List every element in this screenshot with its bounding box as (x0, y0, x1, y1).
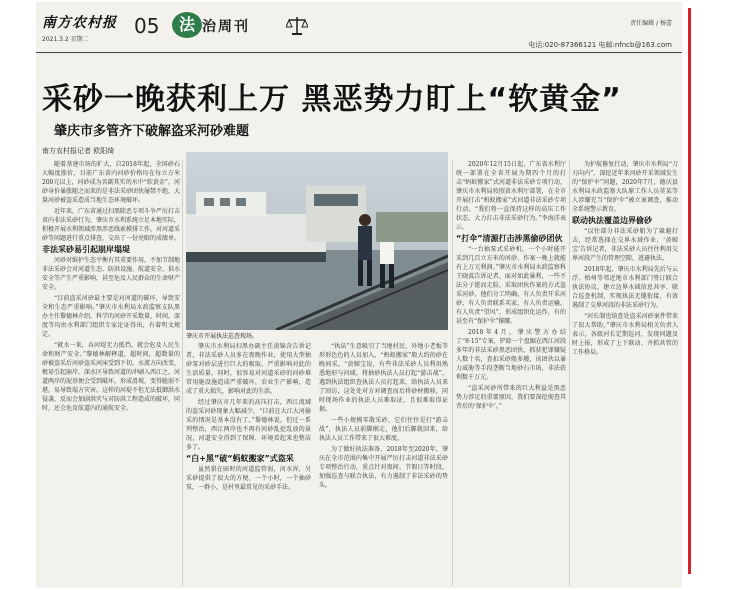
issue-date: 2021.3.2 星期二 (42, 36, 89, 43)
paragraph: 虽然猖在暗时的河道监管弱，河水浑，另采砂提供了很大的方便，一个小时，一个抽砂泵，一群小，是村里最常见的采砂手法。 (186, 466, 311, 491)
contact-info: 电话:020-87366121 电邮:nfncb@163.com (528, 41, 672, 49)
paragraph: “一台抽泵式采砂机，一个小时能开采到几百立方米的河砂，作案一晚上就能有上万元利润。”肇庆市水利局水政监察科王晓波告诉记者，面对如此暴利，一些不法分子铤而走险，采取团伙作案的方式盗采河砂，他们分工明确，有人负责开采河砂，有人负责联系买家，有人负责运输，有人负责“望风”，形成组织化运作，有的甚至有“保护伞”撑腰。 (456, 246, 566, 325)
article-column-3 (319, 342, 448, 586)
subheadline: 肇庆市多管齐下破解盗采河砂难题 (54, 124, 250, 139)
paragraph: “执法”生意吸引了当地村民，外地小老板等形形色色的人员加入，“蚂蚁搬家”般大约的砂在晚间采，“黄鲸宝说，有些非法采砂人员利用熟悉地形与河域，将抽砂执法人员打起“游击战”，遇到执法组织查执法人员打起来，给执法人员来了回访，这处处对方对调查而后将砂材搬移，同时现场作业的执法人员难取证，且很难取得证据。 (319, 343, 448, 413)
newspaper-name: 南方农村报 (42, 15, 117, 31)
column-divider (452, 160, 453, 586)
paragraph: “河长制也给查处盗采河砂案件带来了很大帮助，”肇庆市水利局相关负责人表示，各级河长定期巡河，发现问题及时上报，形成了上下联动、齐抓共管的工作格局。 (572, 313, 678, 356)
article-column-5 (572, 160, 678, 586)
paragraph: 为护航修复行动，肇庆市水利局“刀刃向内”，深挖近年来河砂开采领域发生的“保护伞”问题，2020年7月，德庆县水利局水政监察大队原工作人员莫某等人涉嫌充当“保护伞”被立案调查，推动全系统警示教育。 (572, 161, 678, 213)
masthead-divider (36, 52, 682, 53)
paragraph: 2018年起，肇庆市水利局先后与云浮、梧州等邻近地市水利部门签订联合执法协议，建立边界水域信息共享、联合巡查机制，实现执法无缝衔接，有效遏制了交界河段的非法采砂行为。 (572, 266, 678, 309)
paragraph: 2018年4月，肇庆警方办结了“8·15”专案，铲除一个盘踞在西江河段多年的非法采砂黑恶团伙，抓获犯罪嫌疑人数十名，查扣采砂船多艘，该团伙以暴力威胁等手段垄断当地砂石市场，非法获利数千万元。 (456, 329, 566, 381)
paragraph: 肇庆市水利局扫黑办副主任黄锦含告诉记者，非法采砂人员多在夜晚作业，使用大型抽砂泵对砂层进行巨大的吸取，严重影响对此的生活质量。同时，很容易对河道采砂的河砂堆常用施设施造成严重破坏，农业生产影响，造成了重大损失，影响对此的生活。 (186, 343, 311, 395)
article-column-2 (186, 342, 311, 586)
paragraph: 2020年12月15日起，广东省水利厅统一部署在全省开展为期四个月的打击“蚂蚁搬家”式河道非法采砂专项行动，肇庆市水利局按照省水利厅部署，在全市开展打击“蚂蚁搬家”式河道非法采砂专项行动。“我们将一直保持这样的高压工作状态，大力打击非法采砂行为。”李海洋表示。 (456, 161, 566, 231)
paragraph: 为了做好执法准备，2018年至2020年，肇庆在全市范围内集中开展严厉打击河道非法采砂专项整治行动，重点针对夜间、节假日等时段，加强巡查与联合执法，有力遏制了非法采砂的势头。 (319, 446, 448, 489)
editor-credit: 责任编辑 / 杨蕾 (630, 20, 672, 27)
byline: 南方农村报记者 欧阳绮 (42, 147, 115, 155)
paragraph: “就水一来，吞河堤无力抵挡，就会危及人民生命和财产安全。”黎德林解释道，超时间，超数量的砂被盗采后河砂盗采河床受到下切，水流方向改变，极易引起崩岸，深水区导致河道的冲刷入西江之，河道两岸的泥基便会受到破坏，形成滑坡，变得脆弱不堪，易导致塌方灾害。这样的河堤不但无法抵御洪水侵袭，反而会加剧洪灾与对防洪工程造成的破坏，同时，还会危及航道内的通航安全。 (42, 342, 180, 412)
section-heading: 非法采砂易引起崩岸塌堤 (42, 245, 130, 254)
section-title: 治周刊 (202, 19, 250, 35)
paragraph: 河砂对维护生态平衡有其重要作用，不加节制地非法采砂会对河道生态、防洪设施、航道安全、供水安全等产生严重影响，甚至危及人民群众的生命财产安全。 (42, 257, 180, 291)
section-heading: “打伞”清源打击涉黑偷砂团伙 (456, 234, 563, 243)
paragraph: 经过肇庆市几年来的高压打击，西江流域的盗采河砂现象大幅减少，“目前在大江大河偷采的情况是基本没有了。”黎德林说，但过一系列整治，西江两岸也不再有河砂乱挖乱放的景况，河道安全得到了保障，环境看起来也整洁多了。 (186, 399, 311, 451)
section-badge: 法 (172, 12, 202, 38)
article-column-4 (456, 160, 566, 586)
paragraph: 随着基建市场的扩大，自2018年起，全国砂石大幅度涨价，目前广东省内河砂价格均在每立方米200元以上，河砂成为名副其实的水中“软黄金”，河砂身价暴涨随之而来的是非法采砂团伙屡禁不绝，大量河砂被盗采造成当地生态环境破坏。 (42, 161, 180, 204)
column-divider (569, 160, 570, 586)
newspaper-page (36, 2, 682, 588)
scales-of-justice-icon (286, 14, 308, 36)
paragraph: “盗采河砂所带来的巨大利益是黑恶势力涉足的重要原因，我们要深挖彻查其背后的‘保护伞’。” (456, 385, 566, 410)
scroll-indicator-bar (688, 8, 691, 574)
paragraph: “目前盗采河砂最主要是对河道的破坏，导致安全和生态严重影响。”肇庆市水利局水政监察支队黑办主任黎德林介绍，科学的河砂开采数量，时间，深度等均由水利部门组织专家论证得出，有着明文规定。 (42, 295, 180, 338)
column-divider (182, 160, 183, 586)
paragraph: 一些小规模零散采砂，它们往往是打“游击战”，执法人员前脚刚走，他们后脚就回来，给执法人员工作带来了很大难度。 (319, 417, 448, 442)
masthead (36, 2, 682, 58)
section-heading: “白+黑”破“蚂蚁搬家”式盗采 (186, 454, 294, 463)
section-heading: 联动执法覆盖边界偷砂 (572, 216, 652, 225)
photo-caption: 肇庆市开展执法巡查现场。 (186, 333, 259, 340)
headline: 采砂一晚获利上万 黑恶势力盯上“软黄金” (42, 82, 622, 117)
news-photo (186, 152, 448, 330)
page-number: 05 (134, 14, 160, 38)
paragraph: “以往部分非法采砂船为了躲避打击，经常选择在交界水域作业，‘黄鲸宝’告诉记者，非法采砂人员往往利用交界河段产生的管理空隙，逃避执法。 (572, 228, 678, 262)
paragraph: 近年来，广东省通过扫黑除恶专项斗争严厉打击省内非法采砂行为，肇庆市水利系统立足本地实际，积极开展水利领域涉黑涉恶线索摸排工作，对河道采砂等问题进行重点排查，交出了一份亮眼的成绩单。 (42, 208, 180, 242)
article-column-1 (42, 160, 180, 586)
